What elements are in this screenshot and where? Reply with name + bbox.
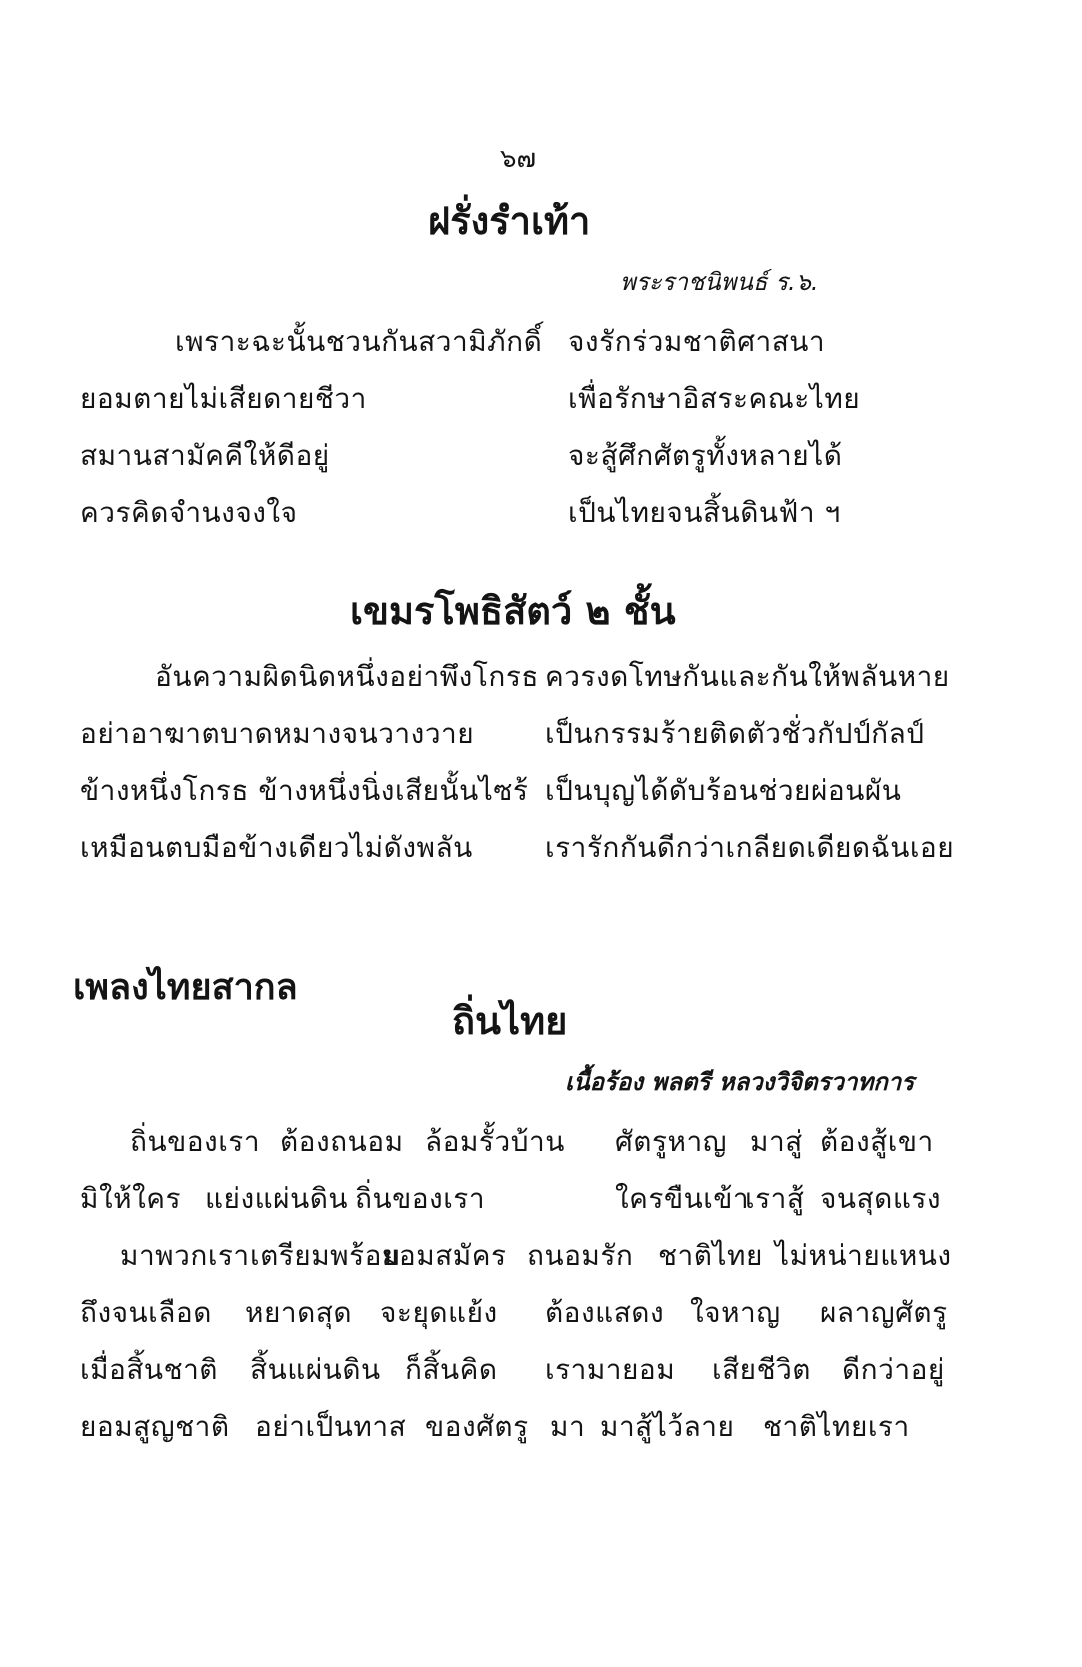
song-line6-w6: ชาติไทยเรา xyxy=(763,1410,910,1443)
poem2-title: เขมรโพธิสัตว์ ๒ ชั้น xyxy=(350,589,676,633)
song-line1-w3: ล้อมรั้วบ้าน xyxy=(425,1125,565,1158)
poem1-line1-left: เพราะฉะนั้นชวนกันสวามิภักดิ์ xyxy=(175,325,543,358)
song-line5-w5: เสียชีวิต xyxy=(712,1353,811,1386)
song-line6-w1: ยอมสูญชาติ xyxy=(80,1410,230,1443)
poem2-line4-left: เหมือนตบมือข้างเดียวไม่ดังพลัน xyxy=(80,831,473,864)
song-line1-w6: ต้องสู้เขา xyxy=(820,1125,934,1158)
song-line3-w1: มาพวกเรา xyxy=(120,1239,250,1272)
song-line4-w2: หยาดสุด xyxy=(245,1296,353,1329)
song-line2-w3: ถิ่นของเรา xyxy=(355,1182,486,1215)
song-line1-w4: ศัตรูหาญ xyxy=(615,1125,728,1158)
song-line4-w6: ผลาญศัตรู xyxy=(820,1296,948,1329)
song-line3-w3: ยอมสมัคร xyxy=(382,1239,507,1272)
song-line2-w4: ใครขืนเข้า xyxy=(615,1182,750,1215)
song-line5-w2: สิ้นแผ่นดิน xyxy=(250,1353,381,1386)
song-line6-w3: ของศัตรู xyxy=(425,1410,529,1443)
song-line3-w2: เตรียมพร้อม xyxy=(250,1239,401,1272)
poem2-line3-right: เป็นบุญได้ดับร้อนช่วยผ่อนผัน xyxy=(545,774,902,807)
section-heading: เพลงไทยสากล xyxy=(73,967,298,1008)
song-line6-w4: มา xyxy=(550,1410,586,1443)
page-number: ๖๗ xyxy=(500,144,537,174)
song-line6-w2: อย่าเป็นทาส xyxy=(255,1410,407,1443)
poem2-line1-left: อันความผิดนิดหนึ่งอย่าพึงโกรธ xyxy=(155,660,539,693)
poem2-line2-right: เป็นกรรมร้ายติดตัวชั่วกัปป์กัลป์ xyxy=(545,717,925,750)
song-line4-w5: ใจหาญ xyxy=(690,1296,781,1329)
song-title: ถิ่นไทย xyxy=(452,999,568,1043)
poem2-line1-right: ควรงดโทษกันและกันให้พลันหาย xyxy=(545,660,950,693)
poem2-line3-left: ข้างหนึ่งโกรธ ข้างหนึ่งนิ่งเสียนั้นไซร้ xyxy=(80,774,529,807)
song-line4-w1: ถึงจนเลือด xyxy=(80,1296,212,1329)
poem1-author: พระราชนิพนธ์ ร.๖. xyxy=(620,268,819,296)
poem1-line2-left: ยอมตายไม่เสียดายชีวา xyxy=(80,382,367,415)
song-line5-w6: ดีกว่าอยู่ xyxy=(842,1353,945,1386)
poem1-line1-right: จงรักร่วมชาติศาสนา xyxy=(568,325,826,358)
poem1-line3-left: สมานสามัคคีให้ดีอยู่ xyxy=(80,439,330,472)
poem1-line4-left: ควรคิดจำนงจงใจ xyxy=(80,496,298,529)
song-line3-w4: ถนอมรัก xyxy=(527,1239,634,1272)
song-line5-w3: ก็สิ้นคิด xyxy=(405,1353,498,1386)
song-line5-w1: เมื่อสิ้นชาติ xyxy=(80,1353,218,1386)
song-line2-w2: แย่งแผ่นดิน xyxy=(205,1182,349,1215)
song-author: เนื้อร้อง พลตรี หลวงวิจิตรวาทการ xyxy=(565,1068,915,1096)
song-line3-w5: ชาติไทย xyxy=(658,1239,763,1272)
poem1-line2-right: เพื่อรักษาอิสระคณะไทย xyxy=(568,382,861,415)
poem1-title: ฝรั่งรำเท้า xyxy=(428,199,591,243)
poem1-line3-right: จะสู้ศึกศัตรูทั้งหลายได้ xyxy=(568,439,843,472)
poem1-line4-right: เป็นไทยจนสิ้นดินฟ้า ฯ xyxy=(568,496,841,529)
song-line3-w6: ไม่หน่ายแหนง xyxy=(775,1239,952,1272)
song-line2-w6: จนสุดแรง xyxy=(820,1182,942,1215)
poem2-line2-left: อย่าอาฆาตบาดหมางจนวางวาย xyxy=(80,717,475,750)
song-line1-w2: ต้องถนอม xyxy=(280,1125,404,1158)
poem2-line4-right: เรารักกันดีกว่าเกลียดเดียดฉันเอย xyxy=(545,831,955,864)
song-line6-w5: มาสู้ไว้ลาย xyxy=(600,1410,735,1443)
song-line4-w4: ต้องแสดง xyxy=(545,1296,665,1329)
song-line2-w1: มิให้ใคร xyxy=(80,1182,182,1215)
song-line2-w5: เราสู้ xyxy=(745,1182,805,1215)
song-line4-w3: จะยุดแย้ง xyxy=(380,1296,498,1329)
song-line1-w1: ถิ่นของเรา xyxy=(130,1125,261,1158)
song-line1-w5: มาสู่ xyxy=(750,1125,803,1158)
song-line5-w4: เรามายอม xyxy=(545,1353,676,1386)
